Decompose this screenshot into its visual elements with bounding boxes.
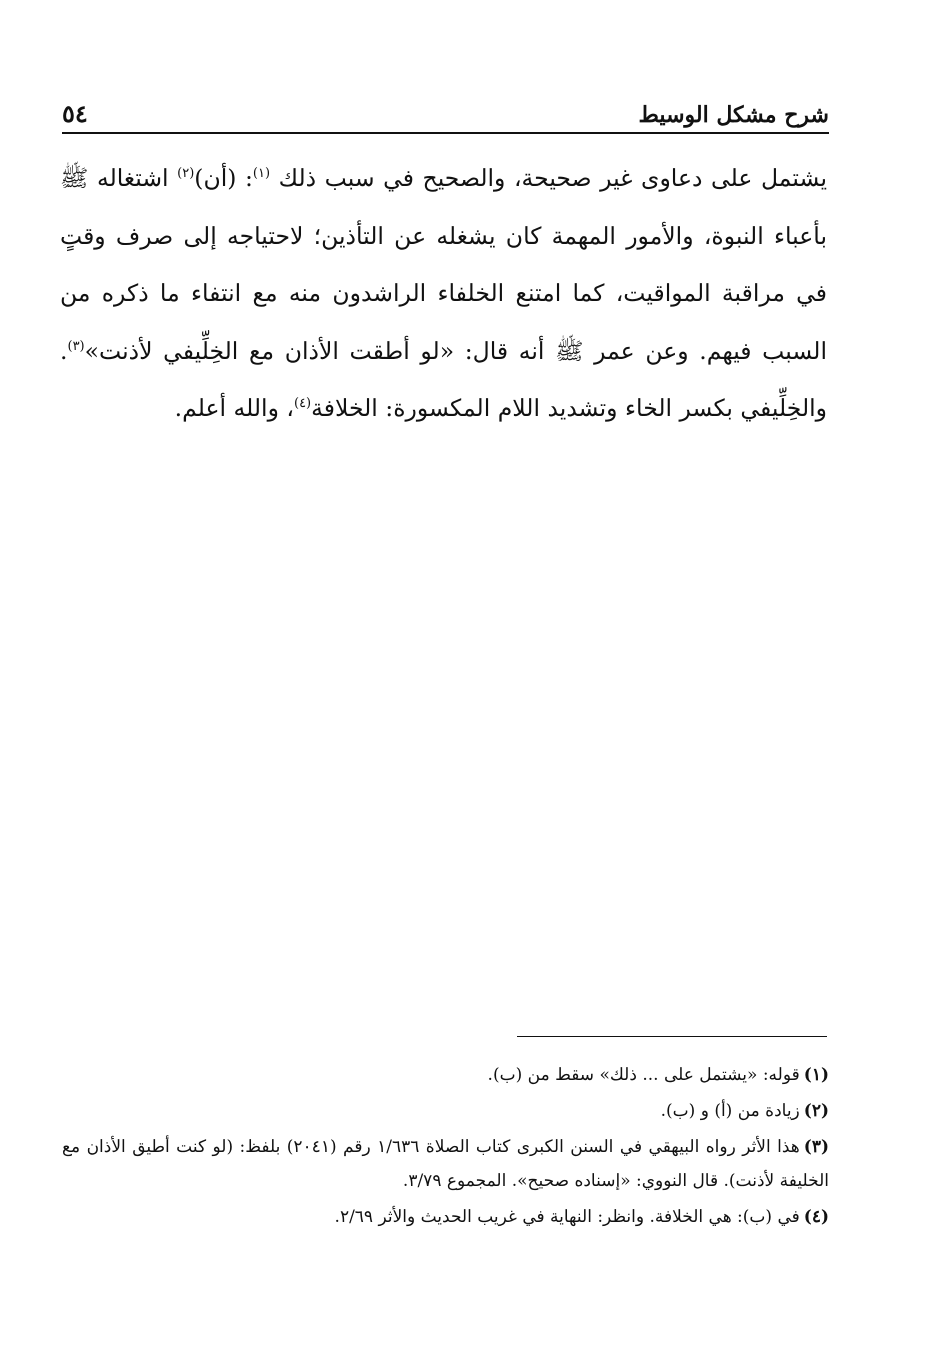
body-text-part-3: اشتغاله ﷺ بأعباء النبوة، والأمور المهمة كان يشغله عن التأذين؛ لاحتياجه إلى صرف وقتٍ في مراقبة المواقيت، كما امتنع الخلفاء الراشدون منه مع انتفاء ما ذكره من السبب فيهم. وعن عمر ﷺ أنه قال: «لو أطقت الأذان مع الخِلِّيفي لأذنت» bbox=[60, 164, 827, 365]
footnote-text: في (ب): هي الخلافة. وانظر: النهاية في غريب الحديث والأثر ٢/٦٩. bbox=[334, 1207, 800, 1227]
footnote-ref-3: (٣) bbox=[67, 338, 85, 354]
footnote-text: هذا الأثر رواه البيهقي في السنن الكبرى كتاب الصلاة ١/٦٣٦ رقم (٢٠٤١) بلفظ: (لو كنت أطيق الأذان مع الخليفة لأذنت). قال النووي: «إسناده صحيح». المجموع ٣/٧٩. bbox=[62, 1137, 829, 1191]
footnotes-section bbox=[62, 1058, 829, 1236]
body-text-part-1: يشتمل على دعاوى غير صحيحة، والصحيح في سبب ذلك bbox=[278, 164, 827, 192]
footnote-ref-1: (١) bbox=[252, 166, 271, 182]
footnote-number: (٣) bbox=[803, 1137, 829, 1157]
page-number: ٥٤ bbox=[62, 99, 88, 128]
footnote-ref-4: (٤) bbox=[293, 396, 312, 412]
footnote-number: (٤) bbox=[803, 1207, 829, 1227]
footnote-text: قوله: «يشتمل على ... ذلك» سقط من (ب). bbox=[487, 1065, 800, 1085]
body-text-part-2: : (أن) bbox=[194, 164, 253, 192]
page-header bbox=[62, 100, 829, 134]
main-text bbox=[60, 150, 827, 438]
footnote-text: زيادة من (أ) و (ب). bbox=[660, 1101, 800, 1121]
body-paragraph bbox=[60, 150, 827, 438]
footnote-number: (٢) bbox=[803, 1101, 829, 1121]
body-text-part-5: ، والله أعلم. bbox=[174, 394, 294, 422]
footnote-ref-2: (٢) bbox=[177, 166, 195, 182]
footnote bbox=[62, 1200, 829, 1234]
footnote bbox=[62, 1058, 829, 1092]
body-text-part-4: . والخِلِّيفي بكسر الخاء وتشديد اللام المكسورة: الخلافة bbox=[60, 336, 827, 422]
running-title: شرح مشكل الوسيط bbox=[638, 102, 829, 128]
footnote bbox=[62, 1094, 829, 1128]
footnote-divider bbox=[517, 1036, 827, 1037]
footnote bbox=[62, 1130, 829, 1198]
footnote-number: (١) bbox=[803, 1065, 829, 1085]
